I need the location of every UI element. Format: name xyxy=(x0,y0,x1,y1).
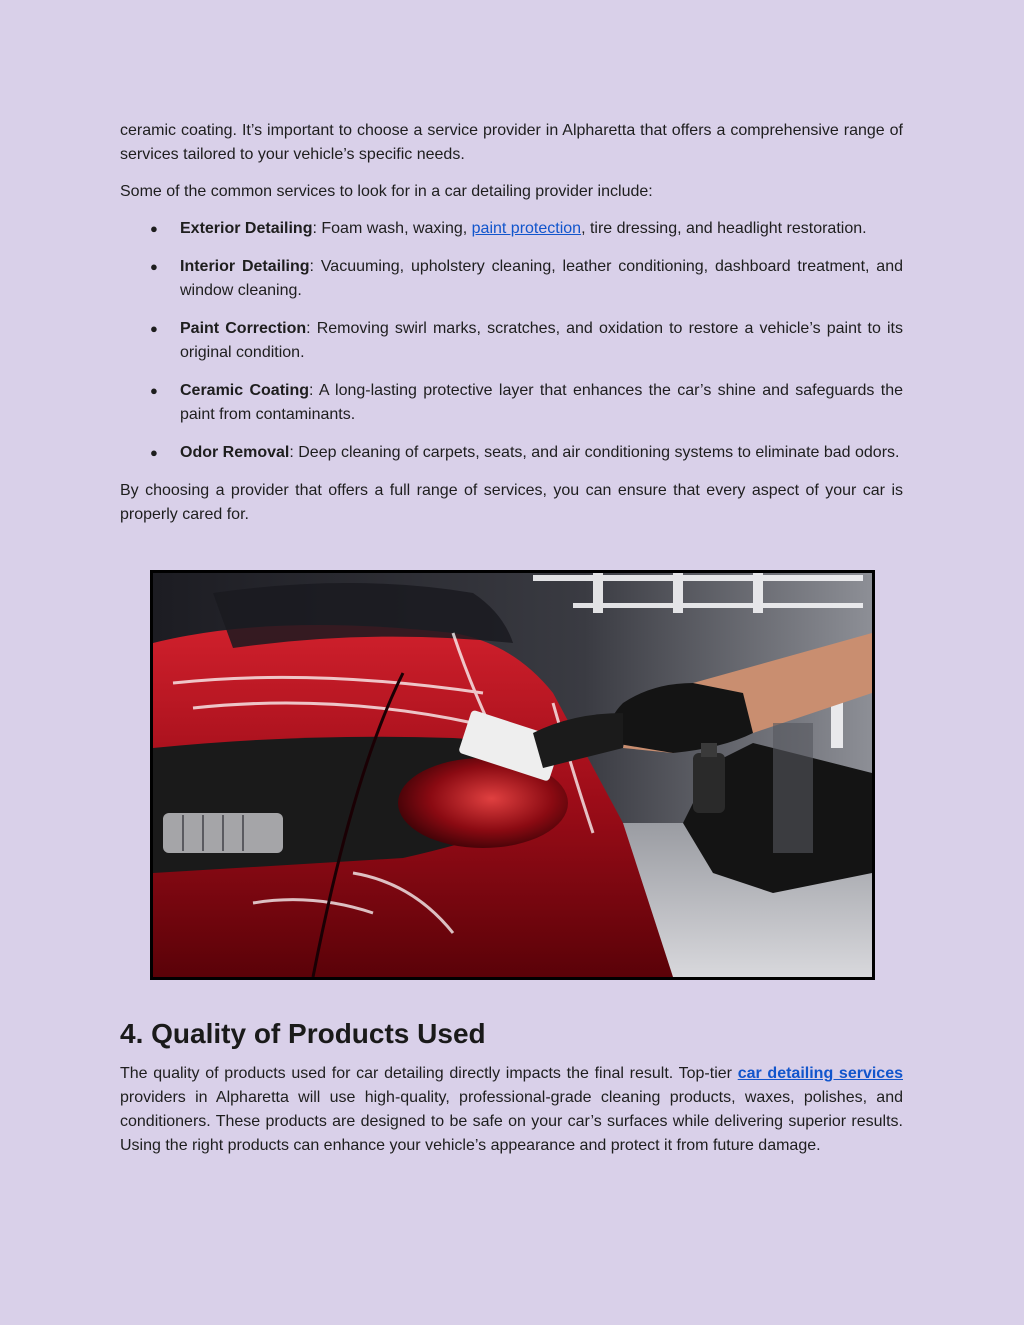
section-text: providers in Alpharetta will use high-quality, professional-grade cleaning products, waxes, polishes, and conditioners. These products are designed to be safe on your car’s surfaces while delivering superior results. Using the right products can enhance your vehicle’s appearance and protect it from future damage. xyxy=(120,1089,903,1154)
list-item-exterior xyxy=(120,217,903,241)
service-term: Interior Detailing xyxy=(180,258,310,275)
bullet-icon: ● xyxy=(150,445,158,460)
service-text: : A long-lasting protective layer that enhances the car’s shine and safeguards the paint from contaminants. xyxy=(180,382,904,423)
paint-protection-link[interactable]: paint protection xyxy=(471,220,582,237)
list-item-odor-removal xyxy=(120,441,903,465)
car-detailing-services-link[interactable]: car detailing services xyxy=(737,1065,903,1082)
list-item-ceramic-coating xyxy=(120,379,903,427)
closing-paragraph: By choosing a provider that offers a full range of services, you can ensure that every aspect of your car is properly cared for. xyxy=(120,482,903,523)
service-text: : Foam wash, waxing, xyxy=(312,220,472,237)
services-intro: Some of the common services to look for in a car detailing provider include: xyxy=(120,183,653,200)
service-term: Ceramic Coating xyxy=(180,382,310,399)
service-term: Paint Correction xyxy=(180,320,307,337)
service-term: Odor Removal xyxy=(180,444,290,461)
service-text: , tire dressing, and headlight restoration. xyxy=(581,220,867,237)
section-heading: 4. Quality of Products Used xyxy=(120,1018,486,1049)
service-text: : Deep cleaning of carpets, seats, and air conditioning systems to eliminate bad odors. xyxy=(289,444,900,461)
list-item-paint-correction xyxy=(120,317,903,365)
services-list xyxy=(120,217,903,465)
section-text: The quality of products used for car detailing directly impacts the final result. Top-tier xyxy=(120,1065,738,1082)
bullet-icon: ● xyxy=(150,383,158,398)
list-item-interior xyxy=(120,255,903,303)
bullet-icon: ● xyxy=(150,221,158,236)
section-paragraph xyxy=(120,1062,903,1158)
service-text: : Removing swirl marks, scratches, and oxidation to restore a vehicle’s paint to its original condition. xyxy=(180,320,903,361)
car-detailing-photo xyxy=(150,570,875,980)
service-term: Exterior Detailing xyxy=(180,220,313,237)
bullet-icon: ● xyxy=(150,259,158,274)
service-text: : Vacuuming, upholstery cleaning, leather conditioning, dashboard treatment, and window cleaning. xyxy=(180,258,904,299)
intro-paragraph: ceramic coating. It’s important to choose a service provider in Alpharetta that offers a comprehensive range of services tailored to your vehicle’s specific needs. xyxy=(120,122,903,163)
content-column xyxy=(120,119,903,540)
bullet-icon: ● xyxy=(150,321,158,336)
